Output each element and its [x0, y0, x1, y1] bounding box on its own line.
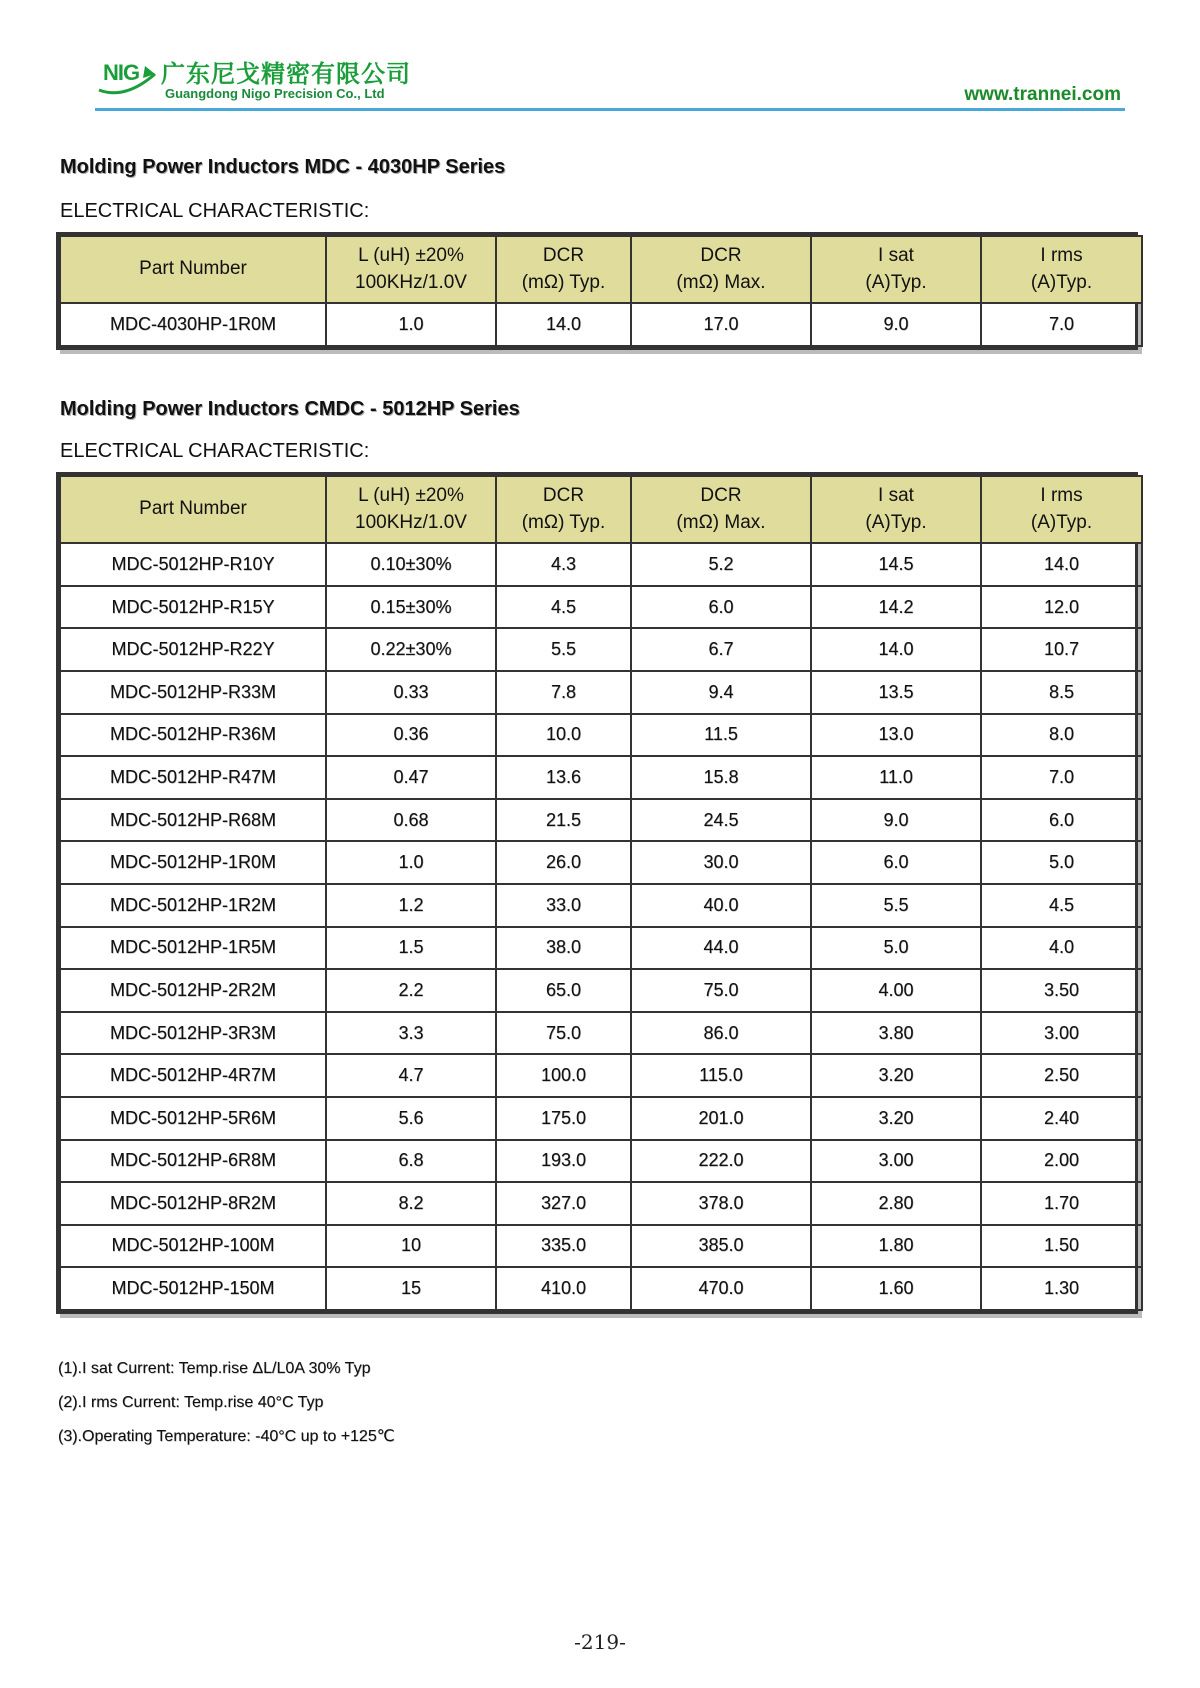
column-header: L (uH) ±20% 100KHz/1.0V — [326, 476, 496, 543]
value-cell: 44.0 — [631, 927, 811, 970]
value-cell: 7.8 — [496, 671, 631, 714]
table-row — [60, 1054, 1142, 1097]
logo-text: NIG — [103, 60, 140, 85]
table-row — [60, 1225, 1142, 1268]
column-header: DCR (mΩ) Typ. — [496, 476, 631, 543]
section2-table — [56, 472, 1138, 1314]
value-cell: 6.0 — [981, 799, 1142, 842]
value-cell: 100.0 — [496, 1054, 631, 1097]
value-cell: 21.5 — [496, 799, 631, 842]
note-isat: (1).I sat Current: Temp.rise ΔL/L0A 30% Typ — [58, 1360, 371, 1377]
part-number-cell: MDC-4030HP-1R0M — [60, 303, 326, 346]
table-row — [60, 1012, 1142, 1055]
value-cell: 5.2 — [631, 543, 811, 586]
table-row — [60, 714, 1142, 757]
table-row — [60, 927, 1142, 970]
value-cell: 115.0 — [631, 1054, 811, 1097]
value-cell: 335.0 — [496, 1225, 631, 1268]
note-temperature: (3).Operating Temperature: -40°C up to +125℃ — [58, 1428, 395, 1445]
part-number-cell: MDC-5012HP-2R2M — [60, 969, 326, 1012]
value-cell: 4.00 — [811, 969, 981, 1012]
value-cell: 5.0 — [981, 841, 1142, 884]
value-cell: 75.0 — [496, 1012, 631, 1055]
value-cell: 3.00 — [811, 1140, 981, 1183]
value-cell: 6.0 — [811, 841, 981, 884]
value-cell: 38.0 — [496, 927, 631, 970]
value-cell: 6.8 — [326, 1140, 496, 1183]
value-cell: 11.5 — [631, 714, 811, 757]
value-cell: 4.5 — [981, 884, 1142, 927]
value-cell: 222.0 — [631, 1140, 811, 1183]
value-cell: 4.7 — [326, 1054, 496, 1097]
value-cell: 410.0 — [496, 1267, 631, 1310]
column-header: I rms (A)Typ. — [981, 476, 1142, 543]
table-row — [60, 586, 1142, 629]
value-cell: 5.6 — [326, 1097, 496, 1140]
value-cell: 0.15±30% — [326, 586, 496, 629]
table-row — [60, 969, 1142, 1012]
section2-subtitle: ELECTRICAL CHARACTERISTIC: — [60, 440, 370, 462]
value-cell: 10.0 — [496, 714, 631, 757]
column-header: DCR (mΩ) Max. — [631, 236, 811, 303]
company-name-english: Guangdong Nigo Precision Co., Ltd — [165, 86, 385, 101]
value-cell: 1.2 — [326, 884, 496, 927]
value-cell: 1.5 — [326, 927, 496, 970]
value-cell: 327.0 — [496, 1182, 631, 1225]
table-row — [60, 756, 1142, 799]
value-cell: 9.4 — [631, 671, 811, 714]
value-cell: 0.47 — [326, 756, 496, 799]
value-cell: 10.7 — [981, 628, 1142, 671]
table-row — [60, 884, 1142, 927]
value-cell: 385.0 — [631, 1225, 811, 1268]
part-number-cell: MDC-5012HP-R36M — [60, 714, 326, 757]
value-cell: 6.7 — [631, 628, 811, 671]
value-cell: 75.0 — [631, 969, 811, 1012]
table-header-row — [60, 476, 1142, 543]
value-cell: 15 — [326, 1267, 496, 1310]
value-cell: 4.0 — [981, 927, 1142, 970]
part-number-cell: MDC-5012HP-8R2M — [60, 1182, 326, 1225]
table-row — [60, 543, 1142, 586]
value-cell: 175.0 — [496, 1097, 631, 1140]
value-cell: 33.0 — [496, 884, 631, 927]
value-cell: 9.0 — [811, 799, 981, 842]
value-cell: 8.0 — [981, 714, 1142, 757]
value-cell: 14.0 — [981, 543, 1142, 586]
value-cell: 378.0 — [631, 1182, 811, 1225]
value-cell: 4.3 — [496, 543, 631, 586]
value-cell: 9.0 — [811, 303, 981, 346]
page-header — [95, 50, 1125, 112]
notes — [58, 1352, 395, 1454]
section2-title: Molding Power Inductors CMDC - 5012HP Series — [60, 398, 520, 420]
value-cell: 5.5 — [496, 628, 631, 671]
value-cell: 201.0 — [631, 1097, 811, 1140]
table-header-row — [60, 236, 1142, 303]
header-divider — [95, 108, 1125, 111]
section1-subtitle: ELECTRICAL CHARACTERISTIC: — [60, 200, 370, 222]
website-link[interactable]: www.trannei.com — [964, 84, 1121, 105]
part-number-cell: MDC-5012HP-1R2M — [60, 884, 326, 927]
part-number-cell: MDC-5012HP-1R5M — [60, 927, 326, 970]
column-header: Part Number — [60, 236, 326, 303]
value-cell: 17.0 — [631, 303, 811, 346]
table-row — [60, 1140, 1142, 1183]
table-row — [60, 1097, 1142, 1140]
table-row — [60, 799, 1142, 842]
column-header: DCR (mΩ) Typ. — [496, 236, 631, 303]
value-cell: 3.20 — [811, 1054, 981, 1097]
value-cell: 24.5 — [631, 799, 811, 842]
value-cell: 1.0 — [326, 841, 496, 884]
value-cell: 0.22±30% — [326, 628, 496, 671]
part-number-cell: MDC-5012HP-R47M — [60, 756, 326, 799]
table-row — [60, 841, 1142, 884]
table-row — [60, 303, 1142, 346]
value-cell: 1.60 — [811, 1267, 981, 1310]
column-header: I rms (A)Typ. — [981, 236, 1142, 303]
part-number-cell: MDC-5012HP-R68M — [60, 799, 326, 842]
value-cell: 12.0 — [981, 586, 1142, 629]
column-header: DCR (mΩ) Max. — [631, 476, 811, 543]
value-cell: 11.0 — [811, 756, 981, 799]
company-name-chinese: 广东尼戈精密有限公司 — [161, 60, 411, 88]
value-cell: 0.68 — [326, 799, 496, 842]
value-cell: 0.10±30% — [326, 543, 496, 586]
section1-title: Molding Power Inductors MDC - 4030HP Series — [60, 156, 506, 178]
value-cell: 2.50 — [981, 1054, 1142, 1097]
part-number-cell: MDC-5012HP-3R3M — [60, 1012, 326, 1055]
part-number-cell: MDC-5012HP-4R7M — [60, 1054, 326, 1097]
value-cell: 4.5 — [496, 586, 631, 629]
value-cell: 40.0 — [631, 884, 811, 927]
value-cell: 3.00 — [981, 1012, 1142, 1055]
value-cell: 2.80 — [811, 1182, 981, 1225]
value-cell: 5.5 — [811, 884, 981, 927]
value-cell: 193.0 — [496, 1140, 631, 1183]
value-cell: 13.0 — [811, 714, 981, 757]
value-cell: 3.80 — [811, 1012, 981, 1055]
part-number-cell: MDC-5012HP-100M — [60, 1225, 326, 1268]
note-irms: (2).I rms Current: Temp.rise 40°C Typ — [58, 1394, 324, 1411]
value-cell: 0.33 — [326, 671, 496, 714]
part-number-cell: MDC-5012HP-5R6M — [60, 1097, 326, 1140]
part-number-cell: MDC-5012HP-150M — [60, 1267, 326, 1310]
column-header: L (uH) ±20% 100KHz/1.0V — [326, 236, 496, 303]
column-header: Part Number — [60, 476, 326, 543]
part-number-cell: MDC-5012HP-1R0M — [60, 841, 326, 884]
part-number-cell: MDC-5012HP-R22Y — [60, 628, 326, 671]
section1-table — [56, 232, 1138, 350]
value-cell: 8.2 — [326, 1182, 496, 1225]
part-number-cell: MDC-5012HP-R33M — [60, 671, 326, 714]
value-cell: 470.0 — [631, 1267, 811, 1310]
value-cell: 86.0 — [631, 1012, 811, 1055]
column-header: I sat (A)Typ. — [811, 236, 981, 303]
value-cell: 6.0 — [631, 586, 811, 629]
value-cell: 5.0 — [811, 927, 981, 970]
value-cell: 1.70 — [981, 1182, 1142, 1225]
value-cell: 1.30 — [981, 1267, 1142, 1310]
value-cell: 1.50 — [981, 1225, 1142, 1268]
value-cell: 3.20 — [811, 1097, 981, 1140]
part-number-cell: MDC-5012HP-6R8M — [60, 1140, 326, 1183]
value-cell: 7.0 — [981, 756, 1142, 799]
page-number: -219- — [574, 1630, 626, 1654]
value-cell: 13.6 — [496, 756, 631, 799]
value-cell: 2.00 — [981, 1140, 1142, 1183]
table-row — [60, 671, 1142, 714]
table-row — [60, 1267, 1142, 1310]
value-cell: 1.0 — [326, 303, 496, 346]
value-cell: 13.5 — [811, 671, 981, 714]
part-number-cell: MDC-5012HP-R15Y — [60, 586, 326, 629]
value-cell: 14.0 — [496, 303, 631, 346]
value-cell: 14.5 — [811, 543, 981, 586]
value-cell: 65.0 — [496, 969, 631, 1012]
column-header: I sat (A)Typ. — [811, 476, 981, 543]
value-cell: 26.0 — [496, 841, 631, 884]
value-cell: 14.0 — [811, 628, 981, 671]
table-row — [60, 1182, 1142, 1225]
table-row — [60, 628, 1142, 671]
value-cell: 0.36 — [326, 714, 496, 757]
part-number-cell: MDC-5012HP-R10Y — [60, 543, 326, 586]
value-cell: 7.0 — [981, 303, 1142, 346]
value-cell: 3.3 — [326, 1012, 496, 1055]
value-cell: 14.2 — [811, 586, 981, 629]
value-cell: 15.8 — [631, 756, 811, 799]
value-cell: 1.80 — [811, 1225, 981, 1268]
value-cell: 8.5 — [981, 671, 1142, 714]
value-cell: 30.0 — [631, 841, 811, 884]
value-cell: 10 — [326, 1225, 496, 1268]
value-cell: 3.50 — [981, 969, 1142, 1012]
value-cell: 2.2 — [326, 969, 496, 1012]
value-cell: 2.40 — [981, 1097, 1142, 1140]
